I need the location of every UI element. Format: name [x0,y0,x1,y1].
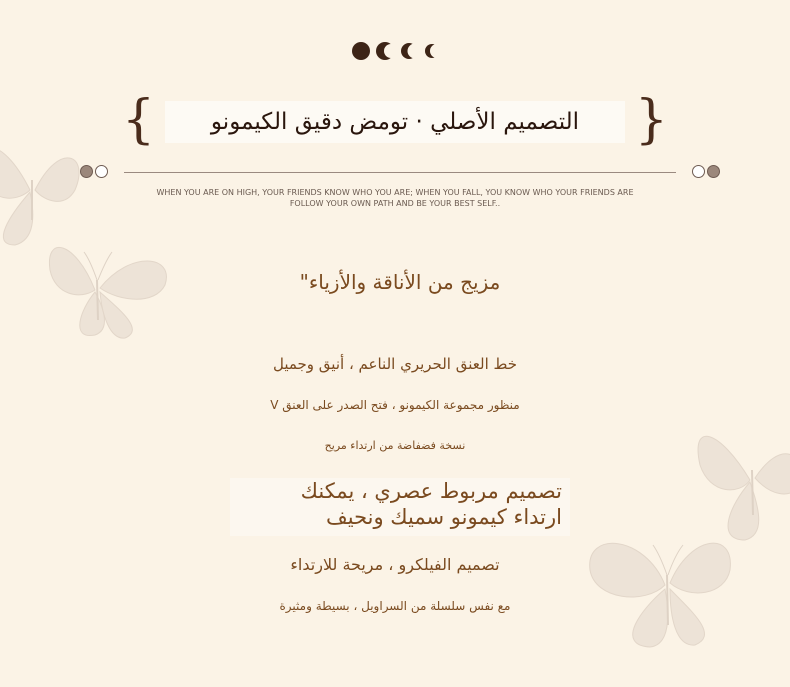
title-box [165,101,625,143]
feature-line: مع نفس سلسلة من السراويل ، بسيطة ومثيرة [279,599,511,613]
feature-line: منظور مجموعة الكيمونو ، فتح الصدر على العنق V [270,398,520,412]
divider-dots-right [692,165,720,178]
empty-dot-icon [95,165,108,178]
divider-line [124,172,676,173]
divider-dots-left [80,165,108,178]
feature-line: نسخة فضفاضة من ارتداء مريح [324,439,466,452]
butterfly-icon [575,515,745,655]
right-brace-icon: } [634,90,668,150]
moon-phases-icon [350,40,440,62]
highlight-line-1: تصميم مربوط عصري ، يمكنك [300,479,562,503]
filled-dot-icon [80,165,93,178]
quote-line-1: WHEN YOU ARE ON HIGH, YOUR FRIENDS KNOW WHO YOU ARE; WHEN YOU FALL, YOU KNOW WHO YOUR FRIENDS ARE [156,188,634,197]
section-heading [250,262,550,302]
feature-line: خط العنق الحريري الناعم ، أنيق وجميل [272,355,518,373]
section-heading-text: مزيج من الأناقة والأزياء" [299,270,501,294]
left-brace-icon: { [122,90,156,150]
feature-line: تصميم الفيلكرو ، مريحة للارتداء [290,555,500,574]
highlight-block [230,478,570,536]
page-title: التصميم الأصلي · تومض دقيق الكيمونو [210,109,580,135]
highlight-line-2: ارتداء كيمونو سميك ونحيف [326,505,562,529]
quote [150,187,640,209]
quote-line-2: FOLLOW YOUR OWN PATH AND BE YOUR BEST SELF.. [289,199,501,208]
empty-dot-icon [692,165,705,178]
divider [80,164,720,180]
butterfly-icon [40,230,180,350]
filled-dot-icon [707,165,720,178]
title-block [120,90,670,156]
